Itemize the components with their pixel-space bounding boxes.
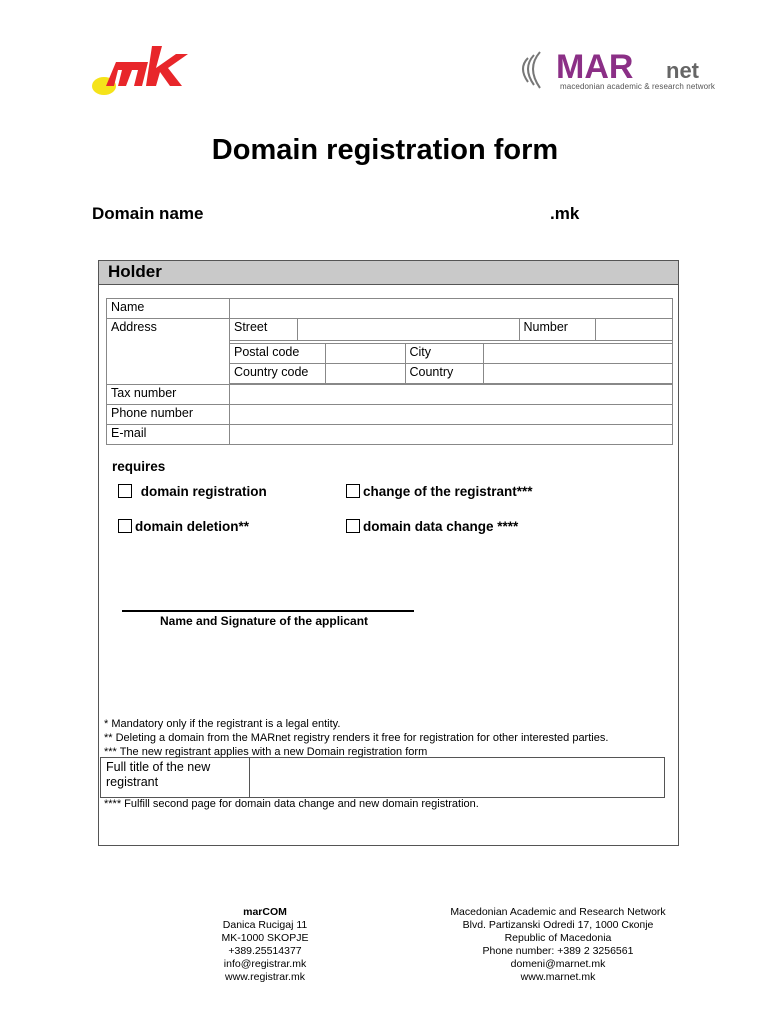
footer-marcom-name: marCOM: [243, 906, 287, 918]
country-code-label: Country code: [230, 363, 325, 383]
footnotes: [104, 717, 608, 759]
country-code-field[interactable]: [325, 363, 405, 383]
option-domain-data-change[interactable]: [346, 519, 518, 534]
tax-number-label: Tax number: [107, 384, 230, 404]
footer-marcom-phone: +389.25514377: [228, 945, 302, 957]
domain-deletion-checkbox[interactable]: [118, 519, 132, 533]
holder-table: [106, 298, 673, 445]
mk-logo: [88, 42, 208, 98]
page-title: Domain registration form: [211, 134, 559, 166]
phone-number-label: Phone number: [107, 404, 230, 424]
domain-name-label: Domain name: [92, 204, 204, 223]
street-field[interactable]: [297, 319, 519, 340]
holder-section-bar: [98, 260, 679, 285]
domain-registration-checkbox[interactable]: [118, 484, 132, 498]
city-field[interactable]: [483, 343, 672, 363]
domain-tld: .mk: [550, 204, 580, 223]
name-label: Name: [107, 299, 230, 319]
footnote-1: * Mandatory only if the registrant is a legal entity.: [104, 718, 341, 730]
postal-code-label: Postal code: [230, 343, 325, 363]
address-block: [230, 319, 673, 385]
number-field[interactable]: [595, 319, 672, 340]
svg-text:MAR: MAR: [556, 48, 634, 86]
change-registrant-checkbox[interactable]: [346, 484, 360, 498]
option-change-registrant[interactable]: [346, 484, 533, 499]
footer-marnet-website[interactable]: www.marnet.mk: [520, 971, 596, 983]
full-title-field[interactable]: [250, 758, 665, 798]
change-registrant-label: change of the registrant***: [363, 484, 533, 499]
full-title-label: Full title of the new registrant: [101, 758, 250, 798]
number-label: Number: [519, 319, 595, 340]
footer-marcom-email[interactable]: info@registrar.mk: [223, 958, 307, 970]
signature-label: Name and Signature of the applicant: [160, 614, 369, 628]
footer-marnet: [440, 906, 676, 984]
footnote-2: ** Deleting a domain from the MARnet registry renders it free for registration for other interested parties.: [104, 732, 609, 744]
footer-marnet-name: Macedonian Academic and Research Network: [450, 906, 666, 918]
name-field[interactable]: [230, 299, 673, 319]
domain-registration-label: domain registration: [140, 484, 267, 499]
holder-section-title: Holder: [108, 262, 162, 281]
footer-marnet-address: Blvd. Partizanski Odredi 17, 1000 Скопје: [462, 919, 654, 931]
option-domain-deletion[interactable]: [118, 519, 249, 534]
address-label: Address: [107, 319, 230, 385]
email-field[interactable]: [230, 424, 673, 444]
footer-marcom-city: MK-1000 SKOPJE: [221, 932, 309, 944]
phone-number-field[interactable]: [230, 404, 673, 424]
marnet-tagline: macedonian academic & research network: [560, 82, 715, 91]
footer-marcom: [212, 906, 318, 984]
street-label: Street: [230, 319, 297, 340]
svg-text:net: net: [666, 58, 699, 83]
requires-label: requires: [112, 459, 166, 474]
footnote-4: **** Fulfill second page for domain data change and new domain registration.: [104, 798, 479, 810]
footer-marcom-address: Danica Rucigaj 11: [222, 919, 308, 931]
full-title-table: [100, 757, 665, 798]
email-label: E-mail: [107, 424, 230, 444]
footnote-3: *** The new registrant applies with a new Domain registration form: [104, 746, 428, 758]
footer-marnet-country: Republic of Macedonia: [504, 932, 612, 944]
postal-code-field[interactable]: [325, 343, 405, 363]
tax-number-field[interactable]: [230, 384, 673, 404]
country-label: Country: [405, 363, 483, 383]
domain-data-change-label: domain data change ****: [363, 519, 519, 534]
option-domain-registration[interactable]: [118, 484, 267, 499]
signature-line[interactable]: [122, 610, 414, 612]
domain-data-change-checkbox[interactable]: [346, 519, 360, 533]
footer-marcom-website[interactable]: www.registrar.mk: [225, 971, 305, 983]
footer-marnet-email[interactable]: domeni@marnet.mk: [510, 958, 606, 970]
footer-marnet-phone: Phone number: +389 2 3256561: [482, 945, 634, 957]
city-label: City: [405, 343, 483, 363]
domain-deletion-label: domain deletion**: [135, 519, 250, 534]
country-field[interactable]: [483, 363, 672, 383]
